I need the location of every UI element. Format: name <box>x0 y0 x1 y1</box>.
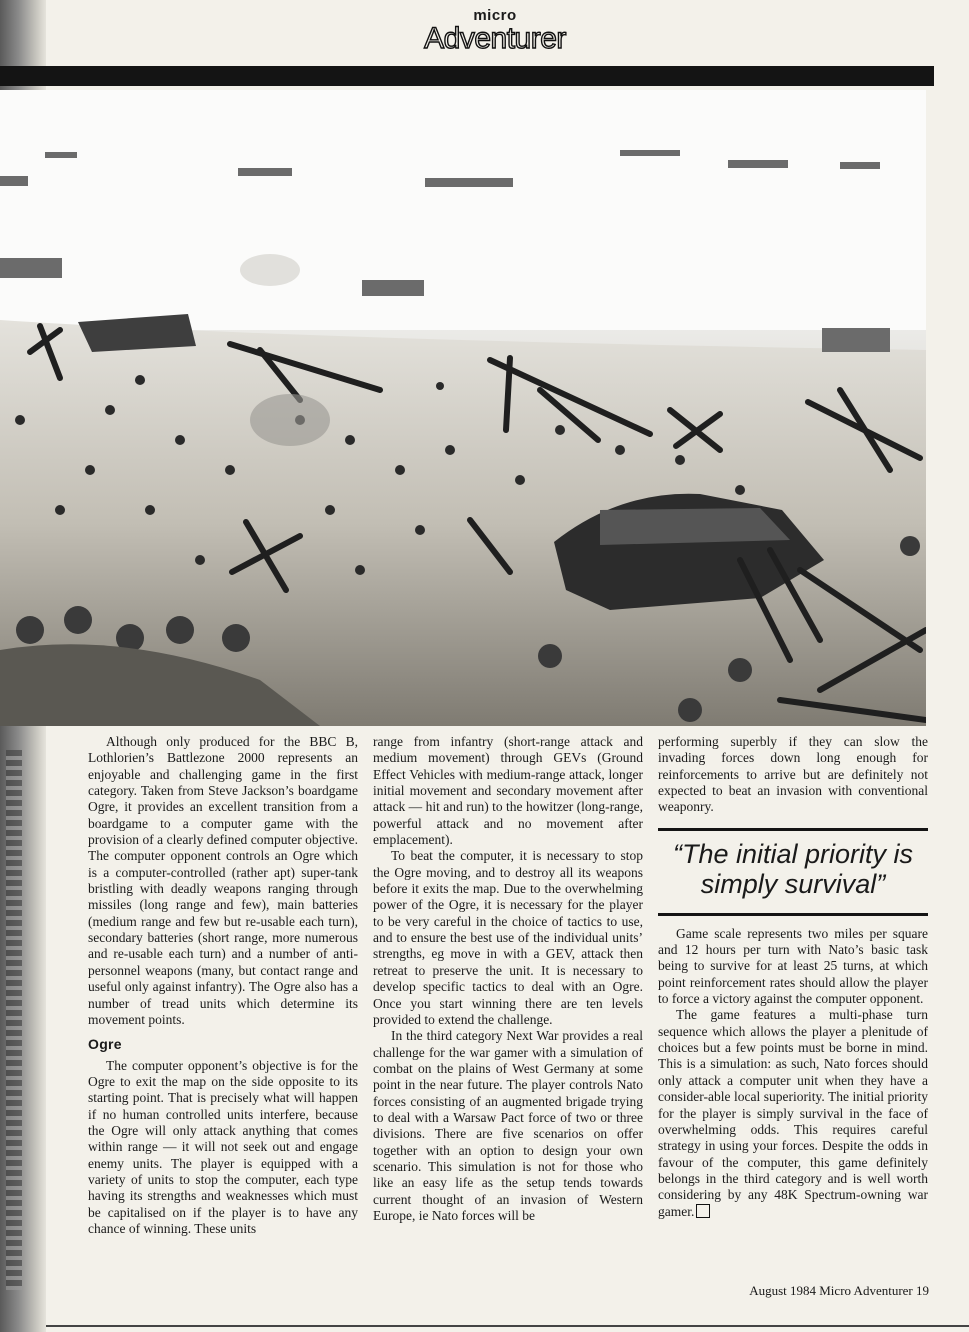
article-paragraph: In the third category Next War provides a real challenge for the war gamer with a simulation of combat on the plains of West Germany at some point in the near future. The player controls Nato forces consisting of an augmented brigade trying to deal with a Warsaw Pact force of two or three divisions. There are five scenarios on offer together with an option to design your own scenario. This simulation is not for those who like an easy life as the setup tends towards current thought of an invasion of Western Europe, ie Nato forces will be <box>373 1028 643 1223</box>
end-of-article-icon <box>696 1204 710 1218</box>
pull-quote: “The initial priority is simply survival” <box>672 838 914 899</box>
previous-page-edge <box>6 750 22 1290</box>
masthead-big: Adventurer <box>424 22 566 55</box>
article-column-2 <box>373 734 643 1224</box>
masthead-small: micro <box>473 7 517 24</box>
bottom-edge <box>46 1325 969 1327</box>
article-paragraph: Game scale represents two miles per square and 12 hours per turn with Nato’s basic task being to survive for at least 25 turns, at which point reinforcement rates should allow the player to force a victory against the computer opponent. <box>658 925 928 1007</box>
masthead-logo <box>420 8 570 64</box>
header-rule <box>0 66 934 86</box>
article-paragraph: performing superbly if they can slow the invading forces down long enough for reinforcements to arrive but are definitely not expected to beat an invasion with conventional weaponry. <box>658 734 928 815</box>
article-paragraph-text: The game features a multi-phase turn sequence which allows the player a plenitude of choices but a few points must be borne in mind. This is a simulation: as such, Nato forces should only attack a computer unit when they have a consider-able local superiority. The initial priority for the player is simply survival in the face of overwhelming odds. This requires careful strategy in using your forces. Despite the odds in favour of the computer, this game definitely belongs in the third category and is well worth considering by any 48K Spectrum-owning war gamer. <box>658 1007 928 1219</box>
article-paragraph: Although only produced for the BBC B, Lothlorien’s Battlezone 2000 represents an enjoyable and challenging game in the first category. Taken from Steve Jackson’s boardgame Ogre, it provides an excellent transition from a boardgame to a computer game with the provision of a clearly defined computer objective. The computer opponent controls an Ogre which is a computer-controlled (rather apt) super-tank bristling with deadly weapons ranging through missiles (long range and few), main batteries (medium range and few but re-usable each turn), secondary batteries (short range, more numerous and re-usable each turn) and a number of anti-personnel weapons (many, but contact range and useful only against infantry). The Ogre also has a number of tread units which determine its movement points. <box>88 734 358 1027</box>
article-column-1 <box>88 734 358 1237</box>
article-paragraph <box>658 1007 928 1219</box>
photo-illustration <box>0 90 926 726</box>
pull-quote-box <box>658 828 928 916</box>
article-paragraph: range from infantry (short-range attack and medium movement) through GEVs (Ground Effect Vehicles with medium-range attack, longer initial movement and secondary movement after attack — hit and run) to the howitzer (long-range, powerful attack and no movement after emplacement). <box>373 734 643 848</box>
section-heading-ogre: Ogre <box>88 1036 122 1053</box>
article-column-3 <box>658 734 928 1220</box>
article-paragraph: The computer opponent’s objective is for the Ogre to exit the map on the side opposite to its starting point. That is precisely what will happen if no human controlled units interfere, because the Ogre will only attack anything that comes within range — it will not seek out and engage enemy units. The player is equipped with a variety of units to stop the computer, each type having its strengths and weaknesses which must be capitalised on if the player is to have any chance of winning. These units <box>88 1057 358 1236</box>
article-paragraph: To beat the computer, it is necessary to stop the Ogre moving, and to destroy all its weapons before it exits the map. Due to the overwhelming power of the Ogre, it is necessary for the player to be very careful in the choice of tactics to use, and to ensure the best use of the individual units’ strengths, eg move in with a GEV, attack then retreat to preserve the unit. It is necessary to develop specific tactics to deal with an Ogre. Once you start winning there are ten levels provided to extend the challenge. <box>373 848 643 1027</box>
page-footer: August 1984 Micro Adventurer 19 <box>749 1283 929 1298</box>
beach-landing-photo <box>0 90 926 726</box>
